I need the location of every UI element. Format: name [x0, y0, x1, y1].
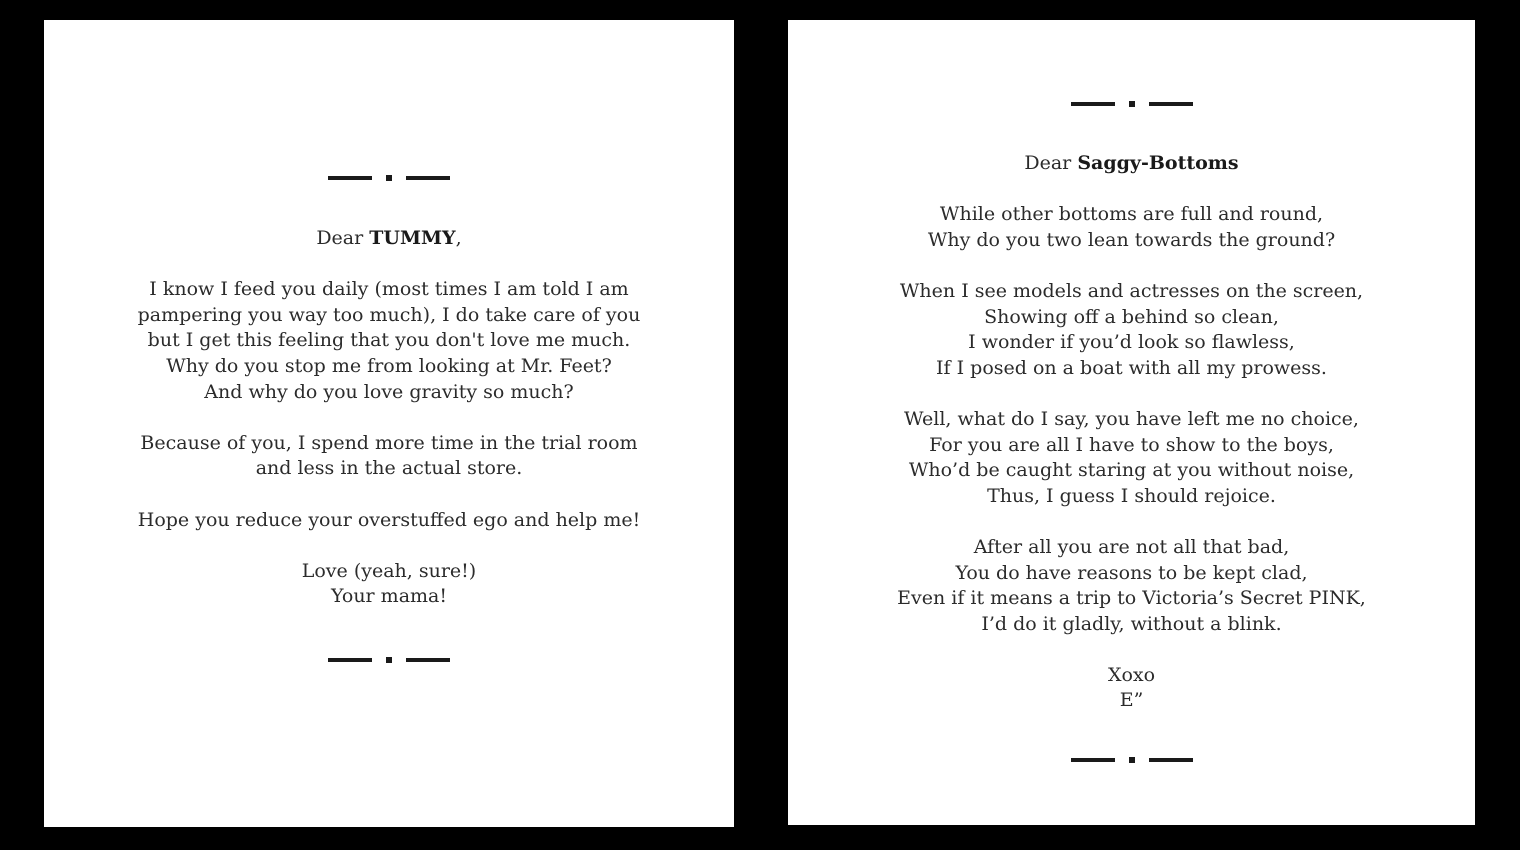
paragraph-line: I know I feed you daily (most times I am told I am — [149, 278, 629, 301]
stanza-line: If I posed on a boat with all my prowess. — [936, 356, 1327, 379]
stanza-line: After all you are not all that bad, — [973, 535, 1290, 558]
stanza-line: Why do you two lean towards the ground? — [927, 228, 1336, 251]
letter-card-tummy — [44, 20, 734, 827]
paragraph-line: and less in the actual store. — [255, 457, 523, 480]
letter-greeting — [1024, 151, 1238, 177]
stanza-line: For you are all I have to show to the boys, — [929, 433, 1334, 456]
divider-dash — [1071, 102, 1115, 106]
greeting-prefix: Dear — [316, 227, 370, 249]
stanza-line: When I see models and actresses on the screen, — [899, 279, 1364, 302]
paragraph-line: Why do you stop me from looking at Mr. Feet? — [166, 354, 612, 377]
stanza-line: While other bottoms are full and round, — [939, 203, 1324, 226]
top-divider — [1071, 100, 1193, 108]
divider-dot — [1129, 757, 1135, 763]
stanza-line: Thus, I guess I should rejoice. — [987, 484, 1276, 507]
signoff-line: Your mama! — [330, 585, 447, 608]
letter-paragraph-2 — [140, 431, 637, 482]
stanza-line: Who’d be caught staring at you without noise, — [908, 459, 1355, 482]
divider-dash — [328, 176, 372, 180]
poem-stanza-3 — [904, 407, 1359, 509]
paragraph-line: pampering you way too much), I do take care of you — [137, 303, 641, 326]
letter-paragraph-3 — [138, 508, 640, 534]
divider-dash — [406, 176, 450, 180]
paragraph-line: Because of you, I spend more time in the trial room — [140, 431, 638, 454]
signoff-line: Xoxo — [1107, 663, 1156, 686]
divider-dash — [328, 658, 372, 662]
divider-dot — [1129, 101, 1135, 107]
bottom-divider — [1071, 756, 1193, 764]
paragraph-line: And why do you love gravity so much? — [204, 380, 574, 403]
greeting-suffix: , — [455, 227, 462, 249]
divider-dot — [386, 175, 392, 181]
letter-paragraph-1 — [138, 277, 641, 405]
letter-signoff — [1108, 663, 1155, 714]
bottom-divider — [328, 656, 450, 664]
letter-card-saggy-bottoms — [788, 20, 1475, 825]
poem-stanza-1 — [928, 202, 1335, 253]
signoff-line: E” — [1119, 689, 1144, 712]
stanza-line: Even if it means a trip to Victoria’s Secret PINK, — [897, 587, 1366, 610]
poem-stanza-4 — [897, 535, 1366, 637]
divider-dash — [1149, 758, 1193, 762]
greeting-name: TUMMY — [369, 227, 456, 249]
stanza-line: You do have reasons to be kept clad, — [955, 561, 1308, 584]
divider-dash — [1149, 102, 1193, 106]
paragraph-line: but I get this feeling that you don't love me much. — [147, 329, 631, 352]
stanza-line: I wonder if you’d look so flawless, — [968, 331, 1295, 354]
signoff-line: Love (yeah, sure!) — [301, 559, 477, 582]
stanza-line: I’d do it gladly, without a blink. — [981, 612, 1282, 635]
paragraph-line: Hope you reduce your overstuffed ego and help me! — [137, 508, 641, 531]
letter-greeting — [316, 226, 461, 252]
divider-dash — [1071, 758, 1115, 762]
greeting-prefix: Dear — [1024, 152, 1078, 174]
poem-stanza-2 — [900, 279, 1363, 381]
stanza-line: Well, what do I say, you have left me no choice, — [904, 407, 1359, 430]
stanza-line: Showing off a behind so clean, — [984, 305, 1279, 328]
top-divider — [328, 174, 450, 182]
greeting-name: Saggy-Bottoms — [1077, 152, 1239, 174]
divider-dot — [386, 657, 392, 663]
letter-signoff — [302, 559, 476, 610]
divider-dash — [406, 658, 450, 662]
